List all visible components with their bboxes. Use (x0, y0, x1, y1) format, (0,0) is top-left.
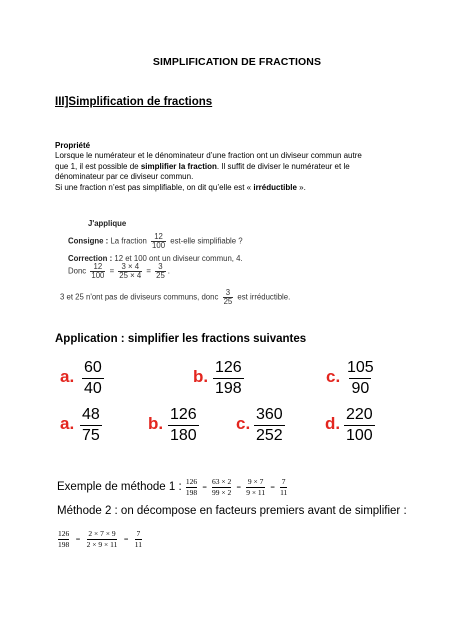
fraction (87, 530, 118, 548)
denominator: 90 (351, 380, 370, 397)
numerator: 126 (170, 406, 197, 423)
denominator: 25 (156, 270, 165, 280)
numerator: 12 (93, 262, 103, 271)
numerator: 126 (185, 477, 198, 486)
section-heading: III]Simplification de fractions (55, 96, 213, 108)
fraction (90, 263, 105, 280)
exercise-fraction (344, 407, 375, 444)
denominator: 198 (185, 487, 198, 497)
method-2-label: Méthode 2 : on décompose en facteurs premiers avant de simplifier : (57, 505, 407, 517)
japplique-example (60, 214, 350, 310)
numerator: 7 (136, 529, 141, 538)
equals: = (146, 266, 151, 276)
application-title: Application : simplifier les fractions suivantes (55, 333, 307, 345)
denominator: 25 × 4 (119, 270, 142, 280)
text: que 1, il est possible de (55, 161, 141, 171)
method-1-line (57, 478, 288, 496)
exercise-letter: a. (60, 367, 75, 386)
method-1-label: Exemple de méthode 1 : (57, 481, 185, 493)
numerator: 360 (256, 406, 283, 423)
denominator: 252 (256, 427, 283, 444)
final-line (60, 289, 290, 306)
exercise-letter: c. (236, 414, 251, 433)
fraction (135, 530, 142, 548)
japplique-title: J'applique (88, 219, 127, 228)
text: Donc (68, 266, 87, 276)
denominator: 198 (215, 380, 242, 397)
denominator: 40 (84, 380, 102, 397)
text: est-elle simplifiable ? (168, 236, 243, 246)
fraction (212, 478, 231, 496)
text: . (167, 266, 170, 276)
numerator: 126 (58, 529, 70, 538)
fraction (155, 263, 166, 280)
bold-term: irréductible (253, 182, 297, 192)
method-2-line (57, 530, 143, 548)
equals: = (123, 534, 129, 544)
numerator: 126 (215, 359, 242, 376)
property-line-4 (55, 183, 425, 194)
fraction (246, 478, 265, 496)
numerator: 63 × 2 (212, 477, 232, 486)
exercise-letter: b. (193, 367, 209, 386)
property-heading: Propriété (55, 141, 91, 150)
text: est irréductible. (237, 292, 291, 302)
numerator: 3 × 4 (121, 262, 140, 271)
denominator: 100 (346, 427, 373, 444)
exercise-fraction (82, 360, 104, 397)
exercise-letter: a. (60, 414, 75, 433)
text: . Il suffit de diviser le numérateur et le (216, 161, 350, 171)
text: ». (296, 182, 306, 192)
equals: = (75, 534, 81, 544)
exercise-letter: c. (326, 367, 341, 386)
exercise-fraction (80, 407, 102, 444)
exercise-fraction (345, 360, 376, 397)
denominator: 180 (170, 427, 197, 444)
fraction (151, 233, 166, 250)
equals: = (236, 482, 241, 492)
fraction (58, 530, 69, 548)
exercise-fraction (168, 407, 199, 444)
text: La fraction (108, 236, 150, 246)
consigne-label: Consigne : (68, 236, 109, 246)
exercise-letter: d. (325, 414, 341, 433)
exercise-fraction (213, 360, 244, 397)
consigne-line (68, 233, 243, 250)
text: 3 et 25 n'ont pas de diviseurs communs, donc (60, 292, 219, 302)
text: Si une fraction n’est pas simplifiable, on dit qu’elle est « (55, 182, 254, 192)
equals: = (109, 266, 115, 276)
exercise-fraction (254, 407, 285, 444)
denominator: 11 (280, 487, 288, 497)
property-text (55, 151, 425, 193)
document-title: SIMPLIFICATION DE FRACTIONS (152, 56, 322, 68)
exercise-letter: b. (148, 414, 164, 433)
equals: = (270, 482, 275, 492)
numerator: 60 (84, 359, 102, 376)
denominator: 11 (134, 539, 143, 549)
denominator: 9 × 11 (246, 487, 266, 497)
denominator: 99 × 2 (212, 487, 232, 497)
numerator: 3 (158, 262, 163, 271)
numerator: 9 × 7 (247, 477, 264, 486)
fraction (118, 263, 142, 280)
property-line-1: Lorsque le numérateur et le dénominateur d’une fraction ont un diviseur commun autre (55, 151, 362, 160)
text: 12 et 100 ont un diviseur commun, 4. (112, 254, 243, 263)
numerator: 220 (346, 406, 373, 423)
property-line-2 (55, 162, 425, 173)
fraction (186, 478, 197, 496)
numerator: 2 × 7 × 9 (88, 529, 116, 538)
correction-label: Correction : (68, 254, 113, 263)
property-line-3: dénominateur par ce diviseur commun. (55, 172, 194, 182)
denominator: 198 (58, 539, 70, 549)
equals: = (202, 482, 207, 492)
bold-term: simplifier la fraction (140, 161, 217, 171)
numerator: 3 (225, 288, 231, 297)
fraction (223, 289, 234, 306)
denominator: 100 (91, 270, 105, 280)
fraction (280, 478, 287, 496)
numerator: 7 (281, 477, 286, 486)
donc-line (68, 263, 170, 280)
numerator: 48 (82, 406, 100, 423)
numerator: 12 (154, 232, 163, 241)
denominator: 25 (223, 296, 233, 306)
denominator: 100 (152, 240, 166, 250)
denominator: 2 × 9 × 11 (86, 539, 118, 549)
numerator: 105 (347, 359, 374, 376)
denominator: 75 (82, 427, 100, 444)
